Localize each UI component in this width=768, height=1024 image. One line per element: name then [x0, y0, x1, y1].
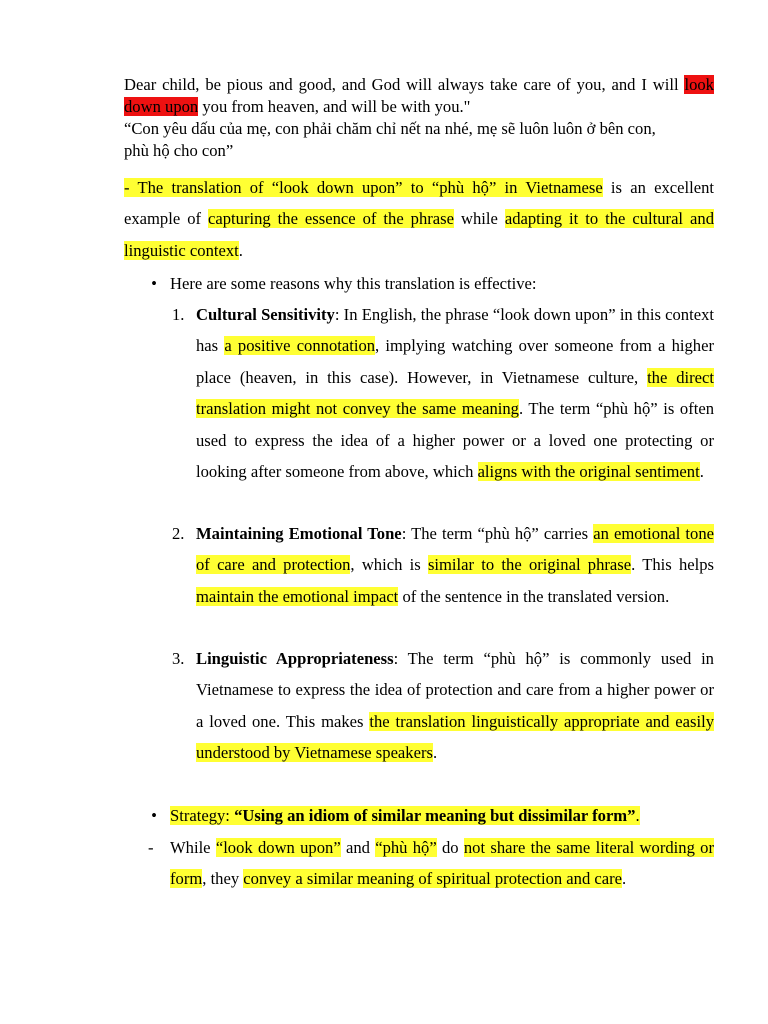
strategy-value: “Using an idiom of similar meaning but dissimilar form”: [234, 806, 636, 825]
intro-highlight-3: adapting it to the cultural and linguistic context: [124, 209, 714, 260]
list-item: [172, 643, 714, 769]
conclusion-body: [170, 832, 714, 895]
quote-vietnamese-line-1: “Con yêu dấu của mẹ, con phải chăm chỉ nết na nhé, mẹ sẽ luôn luôn ở bên con,: [124, 119, 656, 138]
intro-highlight-2: capturing the essence of the phrase: [208, 209, 454, 229]
list-item-highlight: aligns with the original sentiment: [477, 462, 700, 482]
list-item-title: Cultural Sensitivity: [196, 305, 335, 324]
list-item-text: : In English, the phrase “look down upon” in this context has: [196, 305, 714, 356]
list-item-body: [196, 299, 714, 487]
list-item-highlight: maintain the emotional impact: [196, 586, 399, 606]
strategy-bullet: [148, 800, 714, 831]
list-item-highlight: similar to the original phrase: [427, 555, 632, 575]
list-item-text: . This helps: [631, 555, 714, 575]
list-item-text: , which is: [350, 555, 428, 575]
reasons-bullet-text: Here are some reasons why this translation is effective:: [170, 274, 537, 293]
list-item: [172, 299, 714, 487]
list-item: [172, 518, 714, 612]
conclusion-text: do: [436, 838, 464, 857]
list-item-text: : The term “phù hộ” is commonly used in Vietnamese to express the idea of protection and care from a higher power or a loved one. This makes: [196, 649, 714, 731]
list-item-body: [196, 643, 714, 769]
intro-paragraph: [124, 172, 714, 266]
list-item-text: : The term “phù hộ” carries: [401, 524, 594, 543]
strategy-end: .: [635, 806, 640, 825]
bullet-icon: •: [151, 806, 157, 825]
bullet-icon: •: [151, 274, 157, 293]
list-number: 1.: [172, 305, 185, 324]
list-item-title: Maintaining Emotional Tone: [196, 524, 402, 543]
list-item-body: [196, 518, 714, 612]
intro-text-2: while: [454, 209, 505, 229]
list-item-text: .: [432, 743, 438, 763]
list-item-highlight: an emotional tone of care and protection: [196, 524, 714, 575]
strategy-label: Strategy:: [170, 806, 235, 825]
conclusion-dash: -: [148, 838, 154, 857]
intro-text-3: .: [238, 240, 243, 260]
list-number: 3.: [172, 649, 185, 668]
quote-english-end: you from heaven, and will be with you.": [198, 97, 471, 116]
highlighted-phrase: look down upon: [124, 75, 714, 116]
list-item-highlight: the direct translation might not convey the same meaning: [196, 367, 714, 419]
conclusion-text: While: [170, 838, 216, 857]
quote-block: [124, 74, 714, 162]
conclusion-text: , they: [202, 869, 244, 889]
reasons-bullet: [148, 268, 714, 299]
conclusion-highlight: “look down upon”: [215, 838, 341, 857]
list-number: 2.: [172, 524, 185, 543]
list-item-text: of the sentence in the translated version.: [398, 586, 670, 606]
list-item-highlight: the translation linguistically appropriate and easily understood by Vietnamese speakers: [196, 711, 714, 763]
list-item-title: Linguistic Appropriateness: [196, 649, 394, 668]
intro-dash: -: [124, 178, 138, 197]
intro-text-1: is an excellent example of: [124, 178, 714, 229]
intro-highlight-1: The translation of “look down upon” to “phù hộ” in Vietnamese: [137, 178, 603, 197]
list-item-text: . The term “phù hộ” is often used to express the idea of a higher power or a loved one protecting or looking after someone from above, which: [196, 399, 714, 482]
conclusion-text: .: [622, 869, 627, 889]
conclusion-highlight: convey a similar meaning of spiritual protection and care: [243, 869, 623, 889]
list-item-highlight: a positive connotation: [224, 336, 376, 356]
conclusion-highlight: “phù hộ”: [375, 838, 437, 857]
list-item-text: .: [699, 462, 704, 482]
conclusion-highlight: not share the same literal wording or form: [170, 838, 714, 889]
conclusion-text: and: [340, 838, 376, 857]
quote-english: [124, 74, 714, 118]
list-item-text: , implying watching over someone from a higher place (heaven, in this case). However, in Vietnamese culture,: [196, 336, 714, 387]
quote-english-start: Dear child, be pious and good, and God will always take care of you, and I will: [124, 75, 679, 94]
quote-vietnamese-line-2: phù hộ cho con”: [124, 141, 234, 160]
conclusion-paragraph: [148, 832, 714, 895]
